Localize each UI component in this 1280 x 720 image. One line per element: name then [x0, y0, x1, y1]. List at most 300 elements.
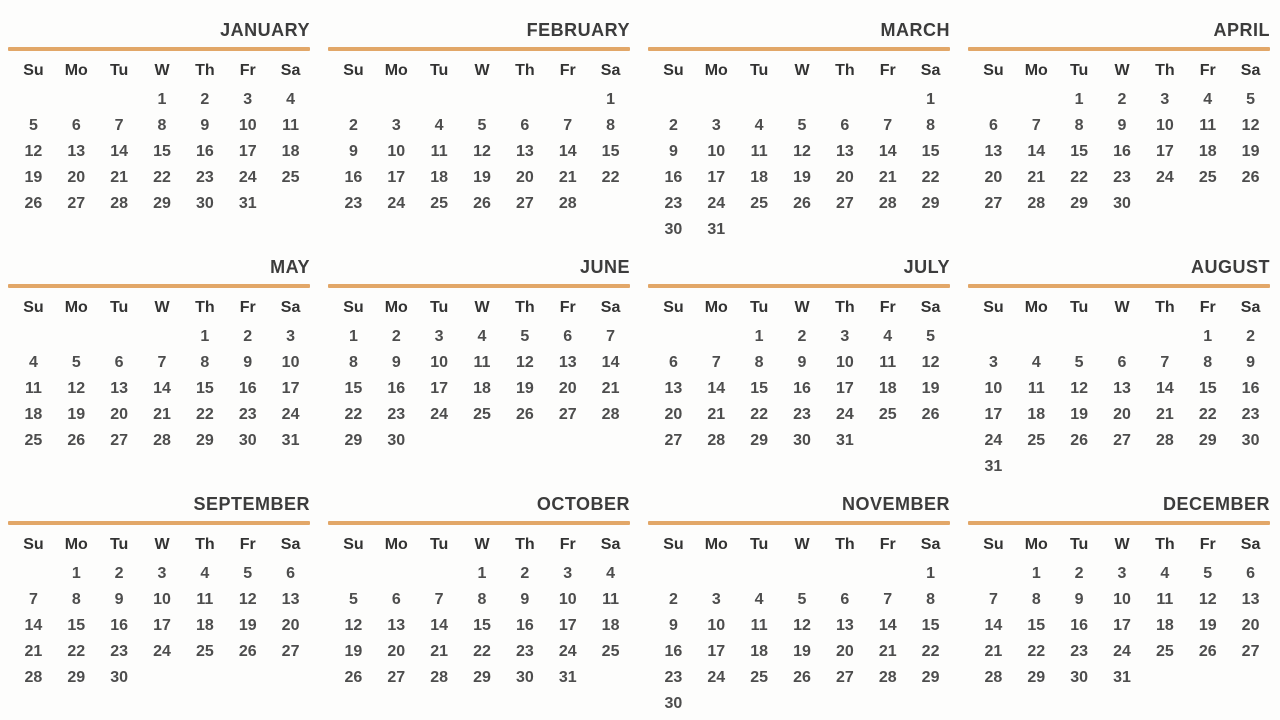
day-cell: 22 [921, 169, 940, 186]
weekday-label: W [154, 62, 170, 79]
week-row [652, 324, 952, 350]
day-cell-empty [972, 87, 1015, 113]
day-cell: 11 [1199, 117, 1217, 134]
month-title: APRIL [1213, 20, 1270, 40]
weekday-header-row [12, 61, 312, 81]
weekday-label: W [794, 62, 810, 79]
day-cell-empty [866, 217, 909, 243]
day-cell: 14 [1027, 143, 1046, 160]
day-cell: 6 [1246, 565, 1256, 582]
day-cell: 10 [1155, 117, 1174, 134]
weekday-header-row [12, 298, 312, 318]
day-cell: 25 [750, 669, 769, 686]
weekday-label: Mo [1024, 299, 1048, 316]
day-cell: 10 [984, 380, 1003, 397]
month-title: DECEMBER [1162, 494, 1270, 514]
weekday-label: Tu [1069, 536, 1089, 553]
day-cell-empty [823, 691, 866, 717]
day-cell-empty [866, 87, 909, 113]
day-cell: 2 [200, 91, 210, 108]
day-cell-empty [866, 428, 909, 454]
weeks-container [652, 87, 952, 243]
day-cell: 6 [391, 591, 401, 608]
day-cell: 19 [238, 617, 257, 634]
day-cell: 13 [387, 617, 406, 634]
weekday-label: Su [343, 62, 364, 79]
day-cell: 18 [473, 380, 491, 397]
day-cell: 3 [434, 328, 444, 345]
weekday-label: Fr [879, 536, 896, 553]
day-cell: 2 [1074, 565, 1084, 582]
day-cell-empty [55, 87, 98, 113]
day-cell: 13 [281, 591, 300, 608]
month-block [8, 20, 310, 257]
day-cell: 14 [24, 617, 43, 634]
weekday-label: Th [1155, 299, 1175, 316]
weekday-header-row [332, 535, 632, 555]
day-cell: 2 [668, 591, 678, 608]
weekday-label: Mo [64, 299, 88, 316]
day-cell: 27 [387, 669, 406, 686]
day-cell: 16 [1241, 380, 1260, 397]
weekday-label: Su [983, 62, 1004, 79]
weeks-container [972, 324, 1272, 480]
day-cell: 17 [1113, 617, 1131, 634]
day-cell: 26 [238, 643, 257, 660]
day-cell: 4 [434, 117, 444, 134]
day-cell: 13 [67, 143, 86, 160]
weekday-label: Mo [384, 62, 408, 79]
weekday-label: Sa [1240, 299, 1261, 316]
day-cell: 19 [67, 406, 86, 423]
day-cell: 27 [835, 195, 854, 212]
day-cell: 8 [71, 591, 81, 608]
day-cell-empty [695, 324, 738, 350]
week-row [332, 665, 632, 691]
weekday-label: W [1114, 62, 1130, 79]
day-cell: 27 [110, 432, 129, 449]
day-cell: 26 [67, 432, 86, 449]
week-row [652, 665, 952, 691]
day-cell: 3 [840, 328, 850, 345]
day-cell: 31 [238, 195, 257, 212]
day-cell: 22 [1070, 169, 1089, 186]
month-title: JANUARY [220, 20, 310, 40]
day-cell: 18 [750, 169, 769, 186]
day-cell: 5 [797, 591, 807, 608]
weekday-label: Mo [1024, 536, 1048, 553]
day-cell: 30 [664, 695, 683, 712]
day-cell: 7 [114, 117, 124, 134]
day-cell: 29 [750, 432, 769, 449]
day-cell: 29 [153, 195, 171, 212]
day-cell: 7 [563, 117, 573, 134]
day-cell: 11 [750, 143, 768, 160]
day-cell: 3 [1117, 565, 1127, 582]
day-cell: 9 [1074, 591, 1084, 608]
day-cell: 21 [878, 169, 897, 186]
weekday-label: Tu [109, 536, 129, 553]
weekday-label: Sa [600, 62, 621, 79]
weeks-container [332, 87, 632, 217]
month-block [328, 257, 630, 494]
day-cell-empty [418, 561, 461, 587]
month-block [8, 257, 310, 494]
day-cell-empty [1186, 454, 1229, 480]
weekday-label: W [794, 299, 810, 316]
day-cell-empty [98, 324, 141, 350]
day-cell: 17 [707, 643, 726, 660]
day-cell: 5 [1203, 565, 1213, 582]
day-cell: 6 [988, 117, 998, 134]
day-cell: 26 [921, 406, 940, 423]
weekday-label: W [474, 536, 490, 553]
day-cell: 5 [243, 565, 253, 582]
weekday-label: Fr [239, 536, 256, 553]
day-cell-empty [909, 428, 952, 454]
day-cell: 14 [984, 617, 1003, 634]
day-cell: 15 [750, 380, 769, 397]
day-cell-empty [418, 87, 461, 113]
day-cell: 5 [1074, 354, 1084, 371]
day-cell: 2 [348, 117, 358, 134]
weekday-label: Th [1155, 62, 1175, 79]
day-cell: 28 [24, 669, 43, 686]
day-cell: 29 [67, 669, 86, 686]
weekday-header-row [332, 61, 632, 81]
day-cell: 23 [793, 406, 811, 423]
weekday-label: Th [1155, 536, 1175, 553]
day-cell-empty [1015, 454, 1058, 480]
day-cell: 6 [114, 354, 124, 371]
day-cell: 4 [1203, 91, 1213, 108]
week-row [332, 113, 632, 139]
day-cell: 29 [1027, 669, 1046, 686]
day-cell: 8 [1074, 117, 1084, 134]
day-cell-empty [1186, 191, 1229, 217]
day-cell-empty [695, 87, 738, 113]
weekday-label: Sa [280, 536, 301, 553]
day-cell-empty [269, 665, 312, 691]
month-block [8, 494, 310, 720]
week-row [12, 87, 312, 113]
day-cell: 14 [878, 143, 897, 160]
week-row [972, 613, 1272, 639]
weekday-header-row [972, 61, 1272, 81]
day-cell: 10 [707, 143, 726, 160]
day-cell: 21 [707, 406, 726, 423]
weekday-label: Sa [920, 62, 941, 79]
week-row [652, 87, 952, 113]
week-row [652, 639, 952, 665]
day-cell: 27 [558, 406, 577, 423]
day-cell: 21 [558, 169, 577, 186]
week-row [652, 165, 952, 191]
day-cell: 10 [281, 354, 300, 371]
day-cell: 8 [606, 117, 616, 134]
weekday-label: Sa [1240, 62, 1261, 79]
day-cell: 25 [750, 195, 769, 212]
week-row [972, 165, 1272, 191]
day-cell: 18 [24, 406, 43, 423]
week-row [332, 402, 632, 428]
day-cell: 28 [430, 669, 449, 686]
day-cell: 14 [707, 380, 726, 397]
day-cell: 20 [1241, 617, 1260, 634]
week-row [972, 191, 1272, 217]
weekday-label: Fr [559, 536, 576, 553]
month-title-underline [648, 47, 950, 51]
day-cell: 25 [601, 643, 620, 660]
month-block [648, 494, 950, 720]
week-row [972, 428, 1272, 454]
day-cell: 29 [195, 432, 214, 449]
month-title-underline [328, 284, 630, 288]
day-cell: 25 [1027, 432, 1046, 449]
day-cell: 1 [754, 328, 764, 345]
day-cell: 14 [878, 617, 897, 634]
day-cell: 24 [1155, 169, 1174, 186]
day-cell: 19 [515, 380, 534, 397]
weekday-header-row [332, 298, 632, 318]
day-cell: 15 [1070, 143, 1089, 160]
day-cell-empty [1015, 324, 1058, 350]
day-cell: 22 [195, 406, 214, 423]
day-cell: 22 [1198, 406, 1217, 423]
day-cell: 3 [157, 565, 167, 582]
day-cell: 15 [153, 143, 171, 160]
day-cell: 20 [835, 643, 854, 660]
day-cell: 30 [195, 195, 214, 212]
day-cell: 26 [515, 406, 534, 423]
day-cell: 23 [238, 406, 257, 423]
day-cell-empty [332, 561, 375, 587]
weekday-label: W [794, 536, 810, 553]
weekday-label: W [154, 299, 170, 316]
month-title-underline [328, 521, 630, 525]
month-title: AUGUST [1191, 257, 1270, 277]
day-cell: 11 [282, 117, 300, 134]
day-cell-empty [503, 87, 546, 113]
month-title: OCTOBER [536, 494, 630, 514]
day-cell: 22 [750, 406, 769, 423]
weekday-label: Fr [1199, 536, 1216, 553]
day-cell: 22 [344, 406, 363, 423]
day-cell: 16 [387, 380, 406, 397]
day-cell-empty [1101, 324, 1144, 350]
day-cell: 19 [793, 643, 811, 660]
day-cell: 25 [473, 406, 491, 423]
day-cell: 11 [430, 143, 448, 160]
day-cell: 19 [921, 380, 940, 397]
week-row [652, 113, 952, 139]
weekday-header-row [12, 535, 312, 555]
day-cell: 9 [114, 591, 124, 608]
day-cell-empty [226, 665, 269, 691]
week-row [12, 191, 312, 217]
day-cell: 17 [1155, 143, 1174, 160]
day-cell: 9 [348, 143, 358, 160]
day-cell: 5 [926, 328, 936, 345]
day-cell-empty [375, 561, 418, 587]
month-title: JULY [903, 257, 950, 277]
day-cell: 3 [1160, 91, 1170, 108]
day-cell: 27 [67, 195, 86, 212]
day-cell: 29 [1198, 432, 1217, 449]
weekday-label: Fr [879, 62, 896, 79]
day-cell: 6 [286, 565, 296, 582]
day-cell: 2 [114, 565, 124, 582]
day-cell: 30 [1113, 195, 1131, 212]
week-row [12, 428, 312, 454]
day-cell: 23 [664, 195, 683, 212]
day-cell: 21 [1027, 169, 1046, 186]
day-cell: 23 [110, 643, 129, 660]
week-row [972, 639, 1272, 665]
day-cell-empty [972, 324, 1015, 350]
day-cell: 13 [835, 143, 854, 160]
weekday-label: Mo [704, 299, 728, 316]
day-cell: 9 [520, 591, 530, 608]
day-cell: 11 [1027, 380, 1045, 397]
day-cell: 12 [793, 617, 811, 634]
weekday-label: Th [835, 536, 855, 553]
day-cell-empty [589, 191, 632, 217]
weeks-container [332, 324, 632, 454]
day-cell: 22 [921, 643, 940, 660]
day-cell: 14 [430, 617, 449, 634]
day-cell: 2 [1117, 91, 1127, 108]
day-cell: 20 [110, 406, 129, 423]
month-title: JUNE [579, 257, 630, 277]
weeks-container [652, 561, 952, 717]
week-row [652, 191, 952, 217]
day-cell: 6 [71, 117, 81, 134]
day-cell-empty [652, 87, 695, 113]
week-row [972, 139, 1272, 165]
weekday-label: Su [23, 536, 44, 553]
day-cell: 22 [1027, 643, 1046, 660]
day-cell: 27 [835, 669, 854, 686]
day-cell: 28 [110, 195, 129, 212]
day-cell-empty [589, 665, 632, 691]
weekday-label: Mo [1024, 62, 1048, 79]
day-cell-empty [183, 665, 226, 691]
day-cell: 26 [24, 195, 43, 212]
day-cell: 11 [750, 617, 768, 634]
day-cell-empty [1143, 665, 1186, 691]
day-cell: 31 [835, 432, 854, 449]
week-row [332, 87, 632, 113]
week-row [12, 665, 312, 691]
day-cell: 31 [1113, 669, 1131, 686]
day-cell: 1 [1074, 91, 1084, 108]
day-cell: 16 [515, 617, 534, 634]
weekday-label: Sa [920, 299, 941, 316]
day-cell: 15 [601, 143, 620, 160]
day-cell: 17 [835, 380, 854, 397]
day-cell: 27 [1113, 432, 1131, 449]
day-cell: 11 [879, 354, 897, 371]
day-cell: 8 [1031, 591, 1041, 608]
week-row [332, 376, 632, 402]
weekday-label: Su [663, 299, 684, 316]
day-cell: 3 [563, 565, 573, 582]
day-cell: 26 [1070, 432, 1089, 449]
day-cell: 10 [153, 591, 171, 608]
weekday-label: Th [515, 536, 535, 553]
day-cell: 13 [835, 617, 854, 634]
day-cell: 17 [153, 617, 171, 634]
day-cell: 12 [344, 617, 363, 634]
day-cell: 15 [921, 617, 940, 634]
day-cell: 12 [1241, 117, 1260, 134]
day-cell: 28 [601, 406, 620, 423]
day-cell: 30 [110, 669, 129, 686]
week-row [12, 613, 312, 639]
day-cell-empty [1143, 324, 1186, 350]
day-cell-empty [269, 191, 312, 217]
weekday-label: Fr [1199, 299, 1216, 316]
day-cell: 21 [878, 643, 897, 660]
day-cell: 24 [281, 406, 300, 423]
weekday-label: Fr [559, 299, 576, 316]
day-cell-empty [781, 691, 824, 717]
day-cell: 25 [281, 169, 300, 186]
month-title-underline [648, 521, 950, 525]
day-cell: 5 [71, 354, 81, 371]
day-cell: 12 [921, 354, 940, 371]
day-cell: 2 [797, 328, 807, 345]
weekday-label: Sa [600, 299, 621, 316]
week-row [12, 113, 312, 139]
day-cell: 18 [1198, 143, 1217, 160]
day-cell: 5 [797, 117, 807, 134]
week-row [972, 113, 1272, 139]
day-cell: 15 [67, 617, 86, 634]
weekday-label: Fr [879, 299, 896, 316]
weeks-container [972, 561, 1272, 691]
week-row [12, 324, 312, 350]
day-cell: 23 [387, 406, 406, 423]
weeks-container [652, 324, 952, 454]
day-cell: 16 [1113, 143, 1131, 160]
day-cell: 12 [238, 591, 257, 608]
day-cell: 25 [430, 195, 449, 212]
month-block [328, 20, 630, 257]
day-cell: 26 [1198, 643, 1217, 660]
day-cell: 2 [243, 328, 253, 345]
day-cell: 16 [1070, 617, 1089, 634]
day-cell: 4 [200, 565, 210, 582]
day-cell: 14 [601, 354, 620, 371]
day-cell: 6 [840, 591, 850, 608]
week-row [652, 561, 952, 587]
week-row [332, 350, 632, 376]
day-cell: 10 [707, 617, 726, 634]
day-cell: 24 [430, 406, 449, 423]
weeks-container [332, 561, 632, 691]
weekday-label: Sa [600, 536, 621, 553]
month-title-underline [8, 521, 310, 525]
day-cell: 8 [926, 591, 936, 608]
day-cell: 12 [473, 143, 491, 160]
week-row [652, 402, 952, 428]
day-cell: 28 [1027, 195, 1046, 212]
day-cell: 9 [1117, 117, 1127, 134]
weekday-label: Fr [1199, 62, 1216, 79]
day-cell-empty [12, 324, 55, 350]
